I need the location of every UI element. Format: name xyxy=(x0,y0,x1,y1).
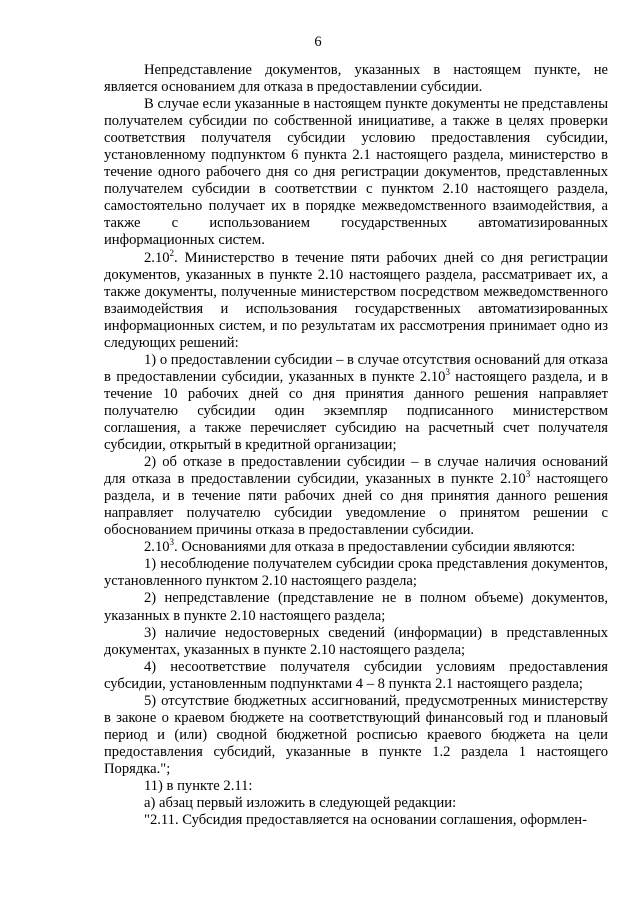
paragraph: В случае если указанные в настоящем пункте документы не представлены получателем субсидии по собственной инициативе, а также в целях проверки соответствия получателя субсидии условию предоставления субсидии, установленному подпунктом 6 пункта 2.1 настоящего раздела, министерство в течение одного рабочего дня со дня регистрации документов, представленных получателем субсидии в соответствии с пунктом 2.10 настоящего раздела, самостоятельно получает их в порядке межведомственного взаимодействия, а также с использованием государственных автоматизированных информационных систем. xyxy=(104,96,608,249)
paragraph: 11) в пункте 2.11: xyxy=(144,777,253,794)
clause-number: 2.10 xyxy=(144,249,170,266)
list-item-text: 2) об отказе в предоставлении субсидии – в случае наличия оснований для отказа в предоставлении субсидии, указанных в пункте 2.10 xyxy=(104,454,608,488)
clause-2-10-2 xyxy=(104,247,608,352)
list-item-text: 1) о предоставлении субсидии – в случае отсутствия оснований для отказа в предоставлении субсидии, указанных в пункте 2.10 xyxy=(104,351,608,385)
clause-text: . Министерство в течение пяти рабочих дней со дня регистрации документов, указанных в пункте 2.10 настоящего раздела, рассматривает их, а также документы, полученные министерством посредством межведомственного взаимодействия и использования государственных автоматизированных информационных систем, и по результатам их рассмотрения принимает одно из следующих решений: xyxy=(104,249,608,351)
clause-superscript: 3 xyxy=(169,537,175,548)
paragraph: Непредставление документов, указанных в настоящем пункте, не является основанием для отказа в предоставлении субсидии. xyxy=(104,62,608,96)
list-item: 5) отсутствие бюджетных ассигнований, предусмотренных министерству в законе о краевом бюджете на соответствующий финансовый год и плановый период и (или) сводной бюджетной росписью краевого бюджета на цели предоставления субсидий, указанные в пункте 1.2 раздела 1 настоящего Порядка."; xyxy=(104,692,608,777)
clause-text: . Основаниями для отказа в предоставлении субсидии являются: xyxy=(174,539,576,556)
clause-superscript: 2 xyxy=(169,247,175,258)
list-item: 1) несоблюдение получателем субсидии срока представления документов, установленного пунктом 2.10 настоящего раздела; xyxy=(104,556,608,590)
list-item: 3) наличие недостоверных сведений (информации) в представленных документах, указанных в пункте 2.10 настоящего раздела; xyxy=(104,624,608,658)
list-item: 2) непредставление (представление не в полном объеме) документов, указанных в пункте 2.10 настоящего раздела; xyxy=(104,590,608,624)
list-item xyxy=(104,454,608,539)
document-body xyxy=(104,62,608,829)
list-item: 4) несоответствие получателя субсидии условиям предоставления субсидии, установленным подпунктами 4 – 8 пункта 2.1 настоящего раздела; xyxy=(104,658,608,692)
reference-superscript: 3 xyxy=(445,366,450,377)
reference-superscript: 3 xyxy=(525,469,531,480)
paragraph: а) абзац первый изложить в следующей редакции: xyxy=(144,795,457,812)
list-item xyxy=(104,352,608,454)
paragraph: "2.11. Субсидия предоставляется на основании соглашения, оформлен- xyxy=(144,812,587,829)
clause-number: 2.10 xyxy=(144,539,170,556)
clause-2-10-3 xyxy=(104,539,608,556)
list-item-text: настоящего раздела, и в течение 10 рабочих дней со дня принятия данного решения направляет получателю субсидии один экземпляр подписанного министерством соглашения, а также перечисляет субсидию на расчетный счет получателя субсидии, открытый в кредитной организации; xyxy=(104,368,608,454)
page-number: 6 xyxy=(314,34,322,50)
list-item-text: настоящего раздела, и в течение пяти рабочих дней со дня принятия данного решения направляет получателю субсидии уведомление о принятом решении с обоснованием причины отказа в предоставлении субсидии. xyxy=(104,471,608,539)
